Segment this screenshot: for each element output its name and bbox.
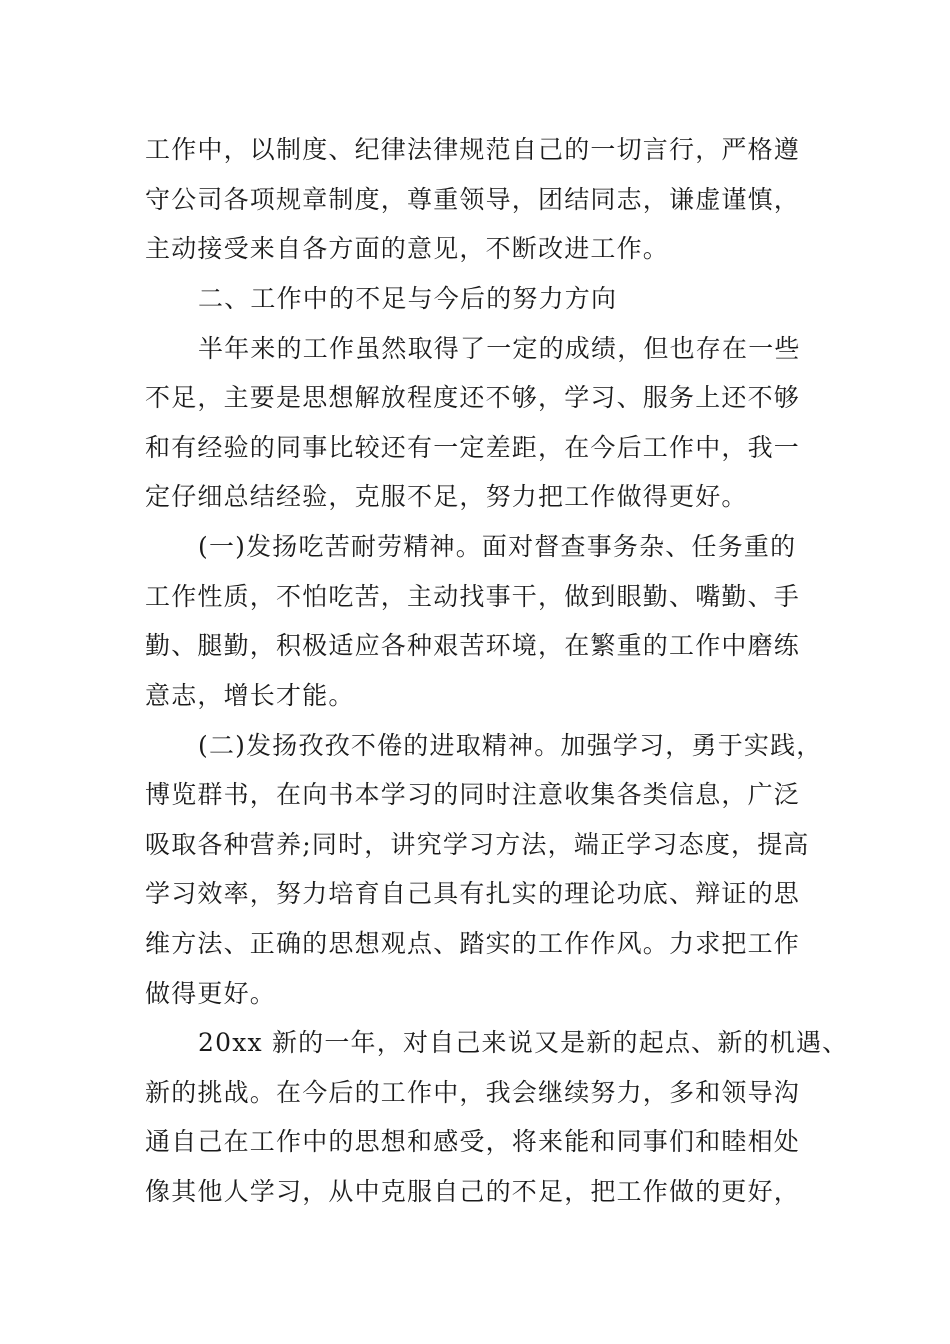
text-line: 守公司各项规章制度，尊重领导，团结同志，谦虚谨慎，	[145, 185, 801, 214]
text-line: 和有经验的同事比较还有一定差距，在今后工作中，我一	[145, 433, 801, 462]
text-line: (二)发扬孜孜不倦的进取精神。加强学习，勇于实践，	[198, 731, 823, 760]
text-line: 像其他人学习，从中克服自己的不足，把工作做的更好，	[145, 1177, 801, 1206]
text-line: 做得更好。	[145, 979, 277, 1008]
text-line: 工作中，以制度、纪律法律规范自己的一切言行，严格遵	[145, 135, 801, 164]
text-line: 维方法、正确的思想观点、踏实的工作作风。力求把工作	[145, 929, 801, 958]
text-line: 勤、腿勤，积极适应各种艰苦环境，在繁重的工作中磨练	[145, 631, 801, 660]
text-line: 吸取各种营养;同时，讲究学习方法，端正学习态度，提高	[145, 830, 810, 859]
text-line: 定仔细总结经验，克服不足，努力把工作做得更好。	[145, 482, 748, 511]
text-line: 意志，增长才能。	[145, 681, 355, 710]
text-line: 半年来的工作虽然取得了一定的成绩，但也存在一些	[198, 334, 801, 363]
text-line: 新的挑战。在今后的工作中，我会继续努力，多和领导沟	[145, 1078, 801, 1107]
text-line: 20xx 新的一年，对自己来说又是新的起点、新的机遇、	[198, 1028, 849, 1057]
section-heading: 二、工作中的不足与今后的努力方向	[198, 284, 618, 313]
text-line: 博览群书，在向书本学习的同时注意收集各类信息，广泛	[145, 780, 801, 809]
text-line: 通自己在工作中的思想和感受，将来能和同事们和睦相处	[145, 1127, 801, 1156]
text-line: (一)发扬吃苦耐劳精神。面对督查事务杂、任务重的	[198, 532, 797, 561]
text-line: 工作性质，不怕吃苦，主动找事干，做到眼勤、嘴勤、手	[145, 582, 801, 611]
text-line: 不足，主要是思想解放程度还不够，学习、服务上还不够	[145, 383, 801, 412]
text-line: 主动接受来自各方面的意见，不断改进工作。	[145, 234, 670, 263]
text-line: 学习效率，努力培育自己具有扎实的理论功底、辩证的思	[145, 879, 801, 908]
